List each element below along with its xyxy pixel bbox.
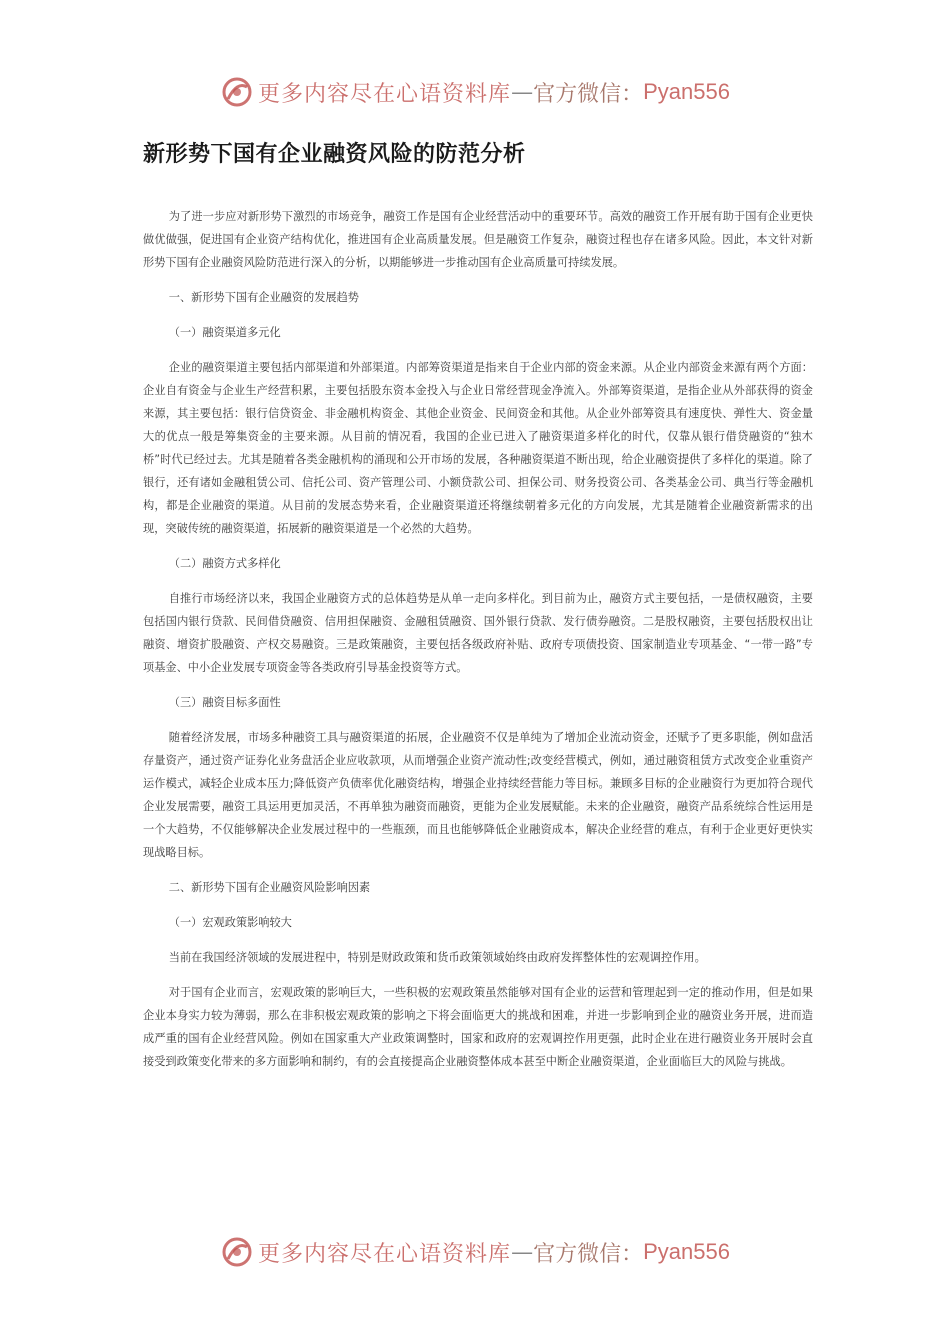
spacer [143, 344, 813, 356]
spacer [143, 969, 813, 981]
document-body [143, 205, 813, 1073]
paragraph: 随着经济发展，市场多种融资工具与融资渠道的拓展，企业融资不仅是单纯为了增加企业流动资金，还赋予了更多职能，例如盘活存量资产，通过资产证券化业务盘活企业应收款项，从而增强企业资产流动性;改变经营模式，例如，通过融资租赁方式改变企业重资产运作模式，减轻企业成本压力;降低资产负债率优化融资结构，增强企业持续经营能力等目标。兼顾多目标的企业融资行为更加符合现代企业发展需要，融资工具运用更加灵活，不再单独为融资而融资，更能为企业发展赋能。未来的企业融资，融资产品系统综合性运用是一个大趋势，不仅能够解决企业发展过程中的一些瓶颈，而且也能够降低企业融资成本，解决企业经营的难点，有利于企业更好更快实现战略目标。 [143, 731, 813, 859]
paragraph: 自推行市场经济以来，我国企业融资方式的总体趋势是从单一走向多样化。到目前为止，融资方式主要包括，一是债权融资，主要包括国内银行贷款、民间借贷融资、信用担保融资、金融租赁融资、国外银行贷款、发行债券融资。二是股权融资，主要包括股权出让融资、增资扩股融资、产权交易融资。三是政策融资，主要包括各级政府补贴、政府专项债投资、国家制造业专项基金、“一带一路”专项基金、中小企业发展专项资金等各类政府引导基金投资等方式。 [143, 592, 813, 674]
spacer [143, 575, 813, 587]
section-heading: （一）融资渠道多元化 [168, 326, 281, 339]
logo-icon [220, 75, 254, 109]
section-heading: （一）宏观政策影响较大 [168, 916, 292, 929]
banner-text: 更多内容尽在心语资料库 [258, 1241, 512, 1267]
spacer [143, 864, 813, 876]
banner-separator: — [511, 79, 534, 105]
spacer [143, 934, 813, 946]
banner-separator: — [511, 1239, 534, 1265]
section-heading: （二）融资方式多样化 [168, 557, 281, 570]
document-title: 新形势下国有企业融资风险的防范分析 [143, 142, 526, 167]
section-heading: 二、新形势下国有企业融资风险影响因素 [168, 881, 371, 894]
paragraph: 为了进一步应对新形势下激烈的市场竞争，融资工作是国有企业经营活动中的重要环节。高效的融资工作开展有助于国有企业更快做优做强，促进国有企业资产结构优化，推进国有企业高质量发展。但是融资工作复杂，融资过程也存在诸多风险。因此，本文针对新形势下国有企业融资风险防范进行深入的分析，以期能够进一步推动国有企业高质量可持续发展。 [143, 210, 813, 269]
paragraph: 企业的融资渠道主要包括内部渠道和外部渠道。内部筹资渠道是指来自于企业内部的资金来源。从企业内部资金来源有两个方面：企业自有资金与企业生产经营积累，主要包括股东资本金投入与企业日常经营现金净流入。外部筹资渠道，是指企业从外部获得的资金来源，其主要包括：银行信贷资金、非金融机构资金、其他企业资金、民间资金和其他。从企业外部筹资具有速度快、弹性大、资金量大的优点一般是筹集资金的主要来源。从目前的情况看，我国的企业已进入了融资渠道多样化的时代，仅靠从银行借贷融资的“独木桥”时代已经过去。尤其是随着各类金融机构的涌现和公开市场的发展，各种融资渠道不断出现，给企业融资提供了多样化的渠道。除了银行，还有诸如金融租赁公司、信托公司、资产管理公司、小额贷款公司、担保公司、财务投资公司、各类基金公司、典当行等金融机构，都是企业融资的渠道。从目前的发展态势来看，企业融资渠道还将继续朝着多元化的方向发展，尤其是随着企业融资新需求的出现，突破传统的融资渠道，拓展新的融资渠道是一个必然的大趋势。 [143, 361, 813, 535]
banner-wechat-id: Pyan556 [643, 79, 730, 104]
logo-icon [220, 1235, 254, 1269]
paragraph: 对于国有企业而言，宏观政策的影响巨大，一些积极的宏观政策虽然能够对国有企业的运营和管理起到一定的推动作用，但是如果企业本身实力较为薄弱，那么在非积极宏观政策的影响之下将会面临更大的挑战和困难，并进一步影响到企业的融资业务开展，进而造成严重的国有企业经营风险。例如在国家重大产业政策调整时，国家和政府的宏观调控作用更强，此时企业在进行融资业务开展时会直接受到政策变化带来的多方面影响和制约，有的会直接提高企业融资整体成本甚至中断企业融资渠道，企业面临巨大的风险与挑战。 [143, 986, 813, 1068]
section-heading: （三）融资目标多面性 [168, 696, 281, 709]
spacer [143, 899, 813, 911]
banner-wechat-label: 官方微信： [533, 1241, 644, 1267]
spacer [143, 679, 813, 691]
spacer [143, 714, 813, 726]
spacer [143, 309, 813, 321]
banner-text: 更多内容尽在心语资料库 [258, 81, 512, 107]
footer-banner [0, 1230, 950, 1274]
header-banner [0, 70, 950, 114]
paragraph: 当前在我国经济领域的发展进程中，特别是财政政策和货币政策领域始终由政府发挥整体性的宏观调控作用。 [168, 951, 706, 964]
spacer [143, 540, 813, 552]
banner-wechat-label: 官方微信： [533, 81, 644, 107]
banner-wechat-id: Pyan556 [643, 1239, 730, 1264]
spacer [143, 274, 813, 286]
section-heading: 一、新形势下国有企业融资的发展趋势 [168, 291, 359, 304]
